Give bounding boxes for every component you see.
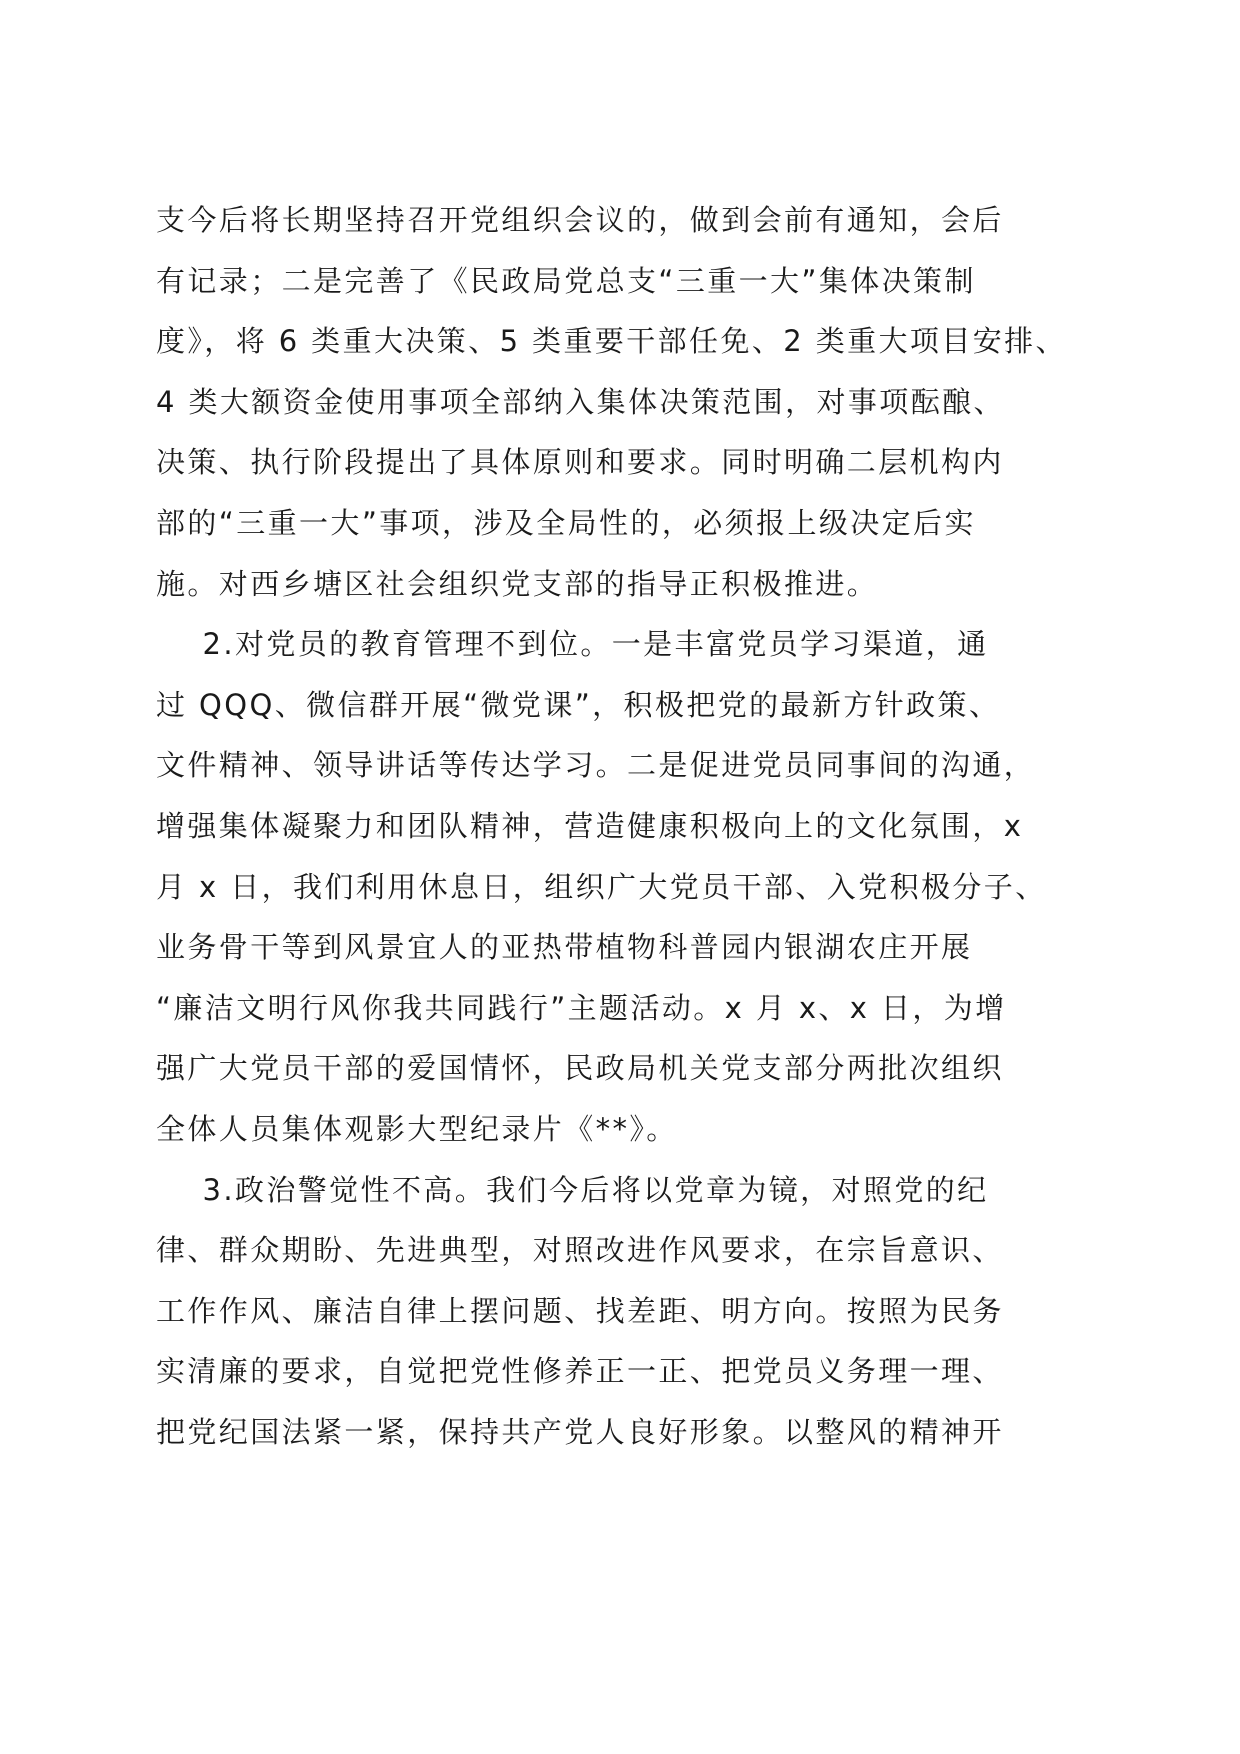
text-line: 部的“三重一大”事项，涉及全局性的，必须报上级决定后实 bbox=[156, 505, 976, 540]
text-line: 增强集体凝聚力和团队精神，营造健康积极向上的文化氛围，x bbox=[156, 808, 1024, 843]
text-line: 实清廉的要求，自觉把党性修养正一正、把党员义务理一理、 bbox=[156, 1354, 1004, 1389]
text-line: 施。对西乡塘区社会组织党支部的指导正积极推进。 bbox=[156, 566, 879, 601]
text-line: 工作作风、廉洁自律上摆问题、找差距、明方向。按照为民务 bbox=[156, 1293, 1004, 1328]
text-line: 全体人员集体观影大型纪录片《**》。 bbox=[156, 1111, 678, 1146]
text-line: 律、群众期盼、先进典型，对照改进作风要求，在宗旨意识、 bbox=[156, 1233, 1004, 1268]
document-body bbox=[156, 190, 1096, 1462]
text-line: 2.对党员的教育管理不到位。一是丰富党员学习渠道，通 bbox=[156, 627, 989, 662]
text-line: 支今后将长期坚持召开党组织会议的，做到会前有通知，会后 bbox=[156, 203, 1004, 237]
text-line: 把党纪国法紧一紧，保持共产党人良好形象。以整风的精神开 bbox=[156, 1414, 1004, 1449]
text-line: 度》，将 6 类重大决策、5 类重要干部任免、2 类重大项目安排、 bbox=[156, 324, 1067, 359]
text-line: 业务骨干等到风景宜人的亚热带植物科普园内银湖农庄开展 bbox=[156, 930, 973, 965]
text-line: 3.政治警觉性不高。我们今后将以党章为镜，对照党的纪 bbox=[156, 1172, 989, 1207]
text-line: 决策、执行阶段提出了具体原则和要求。同时明确二层机构内 bbox=[156, 445, 1004, 480]
text-line: 有记录；二是完善了《民政局党总支“三重一大”集体决策制 bbox=[156, 263, 976, 298]
text-line: 月 x 日，我们利用休息日，组织广大党员干部、入党积极分子、 bbox=[156, 869, 1047, 904]
text-line: 强广大党员干部的爱国情怀，民政局机关党支部分两批次组织 bbox=[156, 1051, 1004, 1086]
text-line: 4 类大额资金使用事项全部纳入集体决策范围，对事项酝酿、 bbox=[156, 384, 1005, 419]
text-line: 文件精神、领导讲话等传达学习。二是促进党员同事间的沟通， bbox=[156, 748, 1036, 783]
text-line: “廉洁文明行风你我共同践行”主题活动。x 月 x、x 日，为增 bbox=[156, 990, 1007, 1025]
text-line: 过 QQQ、微信群开展“微党课”，积极把党的最新方针政策、 bbox=[156, 687, 1001, 722]
